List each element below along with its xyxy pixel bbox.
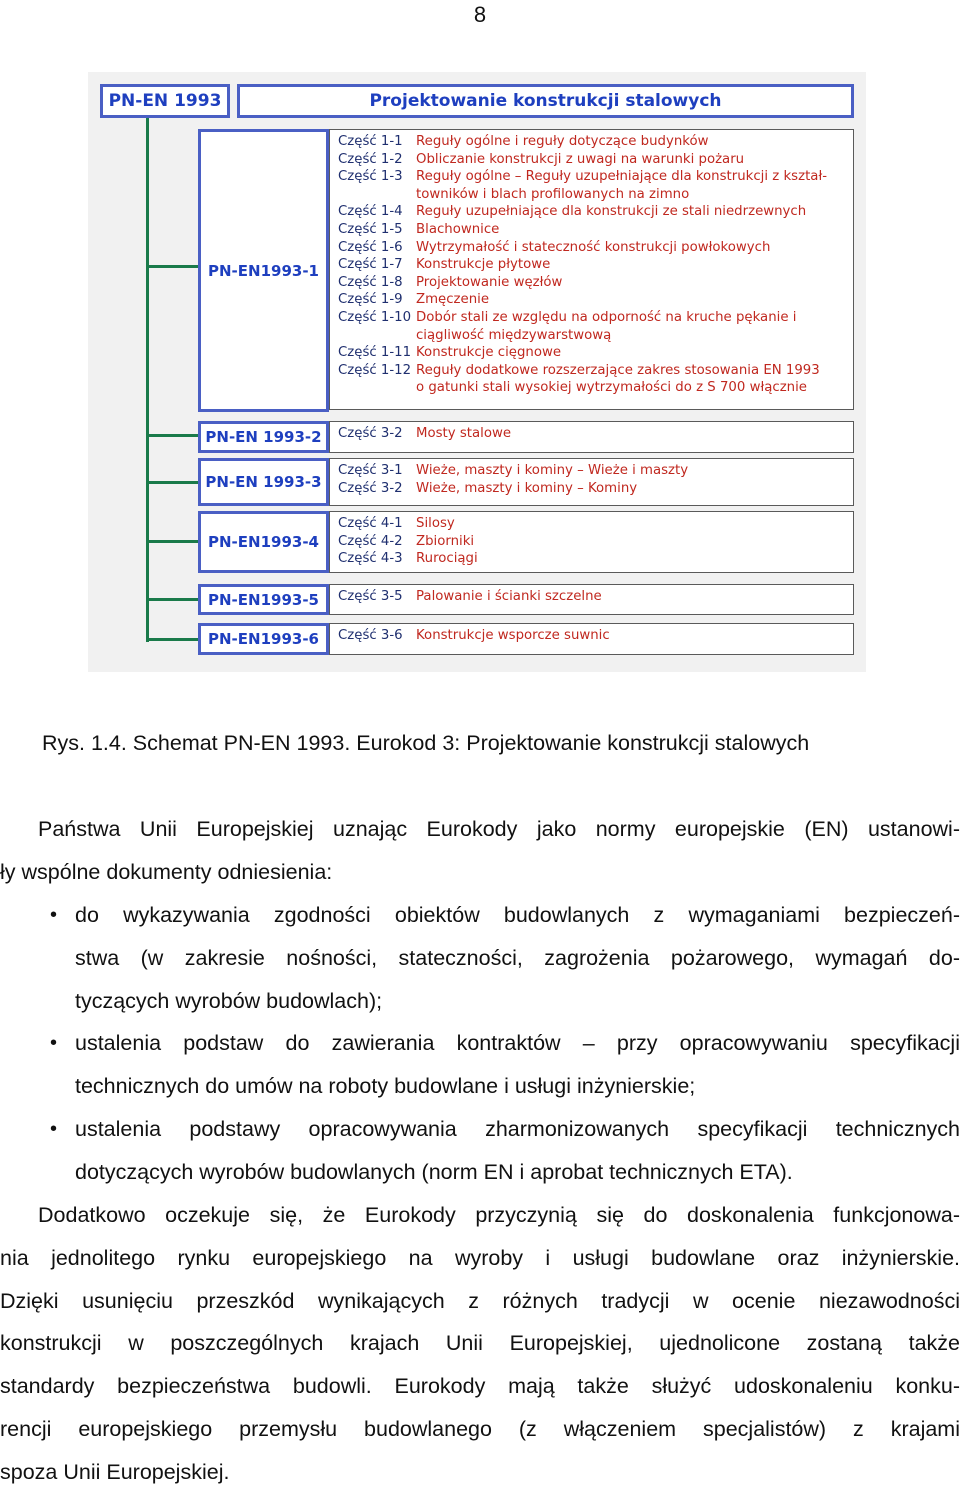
text-line: ły wspólne dokumenty odniesienia: [0, 859, 333, 884]
part-row [338, 256, 853, 274]
part-row [338, 627, 853, 645]
closing-paragraph [0, 1194, 960, 1494]
text-line: Dodatkowo oczekuje się, że Eurokody przyczynią się do doskonalenia funkcjonowa- [38, 1203, 960, 1227]
text-line: • ustalenia podstaw do zawierania kontraktów – przy opracowywaniu specyfikacji [75, 1031, 960, 1056]
part-number: Część 1-4 [338, 204, 403, 220]
text-line: dotyczących wyrobów budowlanych (norm EN i aprobat technicznych ETA). [75, 1159, 793, 1184]
text-line: standardy bezpieczeństwa budowli. Eurokody mają także służyć udoskonaleniu konku- [0, 1374, 960, 1399]
part-row [338, 550, 853, 568]
part-title: Silosy [416, 516, 455, 531]
bullet-item [75, 1022, 960, 1108]
part-title: Reguły dodatkowe rozszerzające zakres stosowania EN 1993 [416, 362, 820, 378]
standard-box: PN-EN 1993-2 [198, 421, 329, 453]
part-title: Blachownice [416, 221, 500, 237]
part-title: Konstrukcje wsporcze suwnic [416, 628, 610, 643]
intro-paragraph [0, 808, 960, 894]
part-title: o gatunki stali wysokiej wytrzymałości do z S 700 włącznie [416, 380, 807, 396]
part-title: Reguły ogólne i reguły dotyczące budynków [416, 134, 709, 149]
part-row [338, 588, 853, 606]
part-number: Część 3-2 [338, 426, 403, 441]
part-number: Część 1-3 [338, 169, 403, 185]
parts-box [329, 584, 854, 615]
parts-box [329, 458, 854, 506]
part-number: Część 1-2 [338, 151, 403, 167]
part-row [338, 533, 853, 551]
diagram-figure [88, 72, 866, 672]
bullet-list [75, 894, 960, 1194]
part-row [338, 379, 853, 397]
part-number: Część 1-5 [338, 221, 403, 237]
part-title: Mosty stalowe [416, 426, 512, 441]
part-title: Obliczanie konstrukcji z uwagi na warunki pożaru [416, 151, 745, 167]
text-line: Dzięki usunięciu przeszkód wynikających z różnych tradycji w ocenie niezawodności [0, 1288, 960, 1313]
part-row [338, 309, 853, 327]
part-title: Zbiorniki [416, 533, 475, 549]
part-title: Zmęczenie [416, 292, 490, 308]
part-number: Część 3-1 [338, 463, 403, 478]
bullet-item [75, 1108, 960, 1194]
part-row [338, 425, 853, 443]
branch-line [146, 598, 198, 601]
part-number: Część 1-11 [338, 345, 412, 361]
text-line: tyczących wyrobów budowlach); [75, 988, 383, 1013]
part-row [338, 291, 853, 309]
part-number [338, 327, 416, 345]
text-line: • do wykazywania zgodności obiektów budowlanych z wymaganiami bezpieczeń- [75, 903, 960, 927]
part-title: Reguły uzupełniające dla konstrukcji ze stali niedrzewnych [416, 204, 807, 220]
part-number: Część 3-5 [338, 589, 403, 604]
header-standard-box: PN-EN 1993 [100, 84, 230, 118]
text-line: nia jednolitego rynku europejskiego na wyroby i usługi budowlane oraz inżynierskie. [0, 1245, 960, 1270]
text-line: technicznych do umów na roboty budowlane i usługi inżynierskie; [75, 1074, 696, 1099]
parts-box [329, 511, 854, 573]
part-row [338, 274, 853, 292]
part-title: towników i blach profilowanych na zimno [416, 186, 690, 202]
text-line: Państwa Unii Europejskiej uznając Eurokody jako normy europejskie (EN) ustanowi- [38, 817, 960, 841]
part-row [338, 239, 853, 257]
part-title: ciągliwość międzywarstwową [416, 327, 612, 343]
figure-caption: Rys. 1.4. Schemat PN-EN 1993. Eurokod 3: Projektowanie konstrukcji stalowych [42, 731, 810, 755]
parts-box [329, 421, 854, 453]
part-number [338, 379, 416, 397]
tree-trunk-line [146, 118, 149, 642]
part-row [338, 203, 853, 221]
part-title: Wieże, maszty i kominy – Wieże i maszty [416, 463, 689, 478]
part-title: Konstrukcje płytowe [416, 257, 551, 273]
standard-box: PN-EN1993-5 [198, 584, 329, 615]
part-row [338, 186, 853, 204]
part-number: Część 1-6 [338, 239, 403, 255]
part-title: Wieże, maszty i kominy – Kominy [416, 480, 638, 496]
text-line: stwa (w zakresie nośności, stateczności, zagrożenia pożarowego, wymagań do- [75, 945, 960, 970]
part-number: Część 1-1 [338, 134, 403, 149]
part-row [338, 221, 853, 239]
part-number: Część 3-6 [338, 628, 403, 643]
part-number [338, 186, 416, 204]
part-number: Część 1-8 [338, 274, 403, 290]
part-title: Projektowanie węzłów [416, 274, 563, 290]
text-line: konstrukcji w poszczególnych krajach Unii Europejskiej, ujednolicone zostaną także [0, 1331, 960, 1356]
bullet-item [75, 894, 960, 1022]
part-number: Część 1-12 [338, 362, 412, 378]
standard-box: PN-EN1993-6 [198, 623, 329, 655]
page-number: 8 [473, 2, 487, 27]
part-title: Dobór stali ze względu na odporność na kruche pękanie i [416, 309, 797, 325]
part-title: Palowanie i ścianki szczelne [416, 589, 602, 604]
part-number: Część 3-2 [338, 480, 403, 496]
part-row [338, 133, 853, 151]
part-row [338, 168, 853, 186]
part-title: Wytrzymałość i stateczność konstrukcji powłokowych [416, 239, 771, 255]
part-title: Reguły ogólne – Reguły uzupełniające dla konstrukcji z kształ- [416, 169, 828, 185]
part-number: Część 4-2 [338, 533, 403, 549]
part-number: Część 1-7 [338, 257, 403, 273]
text-line: rencji europejskiego przemysłu budowlanego (z włączeniem specjalistów) z krajami [0, 1416, 960, 1441]
part-row [338, 327, 853, 345]
part-row [338, 462, 853, 480]
text-line: spoza Unii Europejskiej. [0, 1459, 230, 1484]
parts-box [329, 129, 854, 410]
standard-box: PN-EN1993-1 [198, 129, 329, 412]
part-row [338, 151, 853, 169]
part-number: Część 4-3 [338, 551, 403, 567]
branch-line [146, 265, 198, 268]
part-number: Część 4-1 [338, 516, 403, 531]
part-number: Część 1-10 [338, 309, 412, 325]
parts-box [329, 623, 854, 655]
branch-line [146, 481, 198, 484]
part-row [338, 515, 853, 533]
part-title: Rurociągi [416, 551, 478, 567]
branch-line [146, 434, 198, 437]
branch-line [146, 638, 198, 641]
part-title: Konstrukcje cięgnowe [416, 345, 562, 361]
header-title-box: Projektowanie konstrukcji stalowych [237, 84, 854, 118]
standard-box: PN-EN1993-4 [198, 511, 329, 573]
standard-box: PN-EN 1993-3 [198, 458, 329, 506]
branch-line [146, 540, 198, 543]
part-row [338, 480, 853, 498]
part-number: Część 1-9 [338, 292, 403, 308]
part-row [338, 362, 853, 380]
part-row [338, 344, 853, 362]
text-line: • ustalenia podstawy opracowywania zharmonizowanych specyfikacji technicznych [75, 1116, 960, 1141]
